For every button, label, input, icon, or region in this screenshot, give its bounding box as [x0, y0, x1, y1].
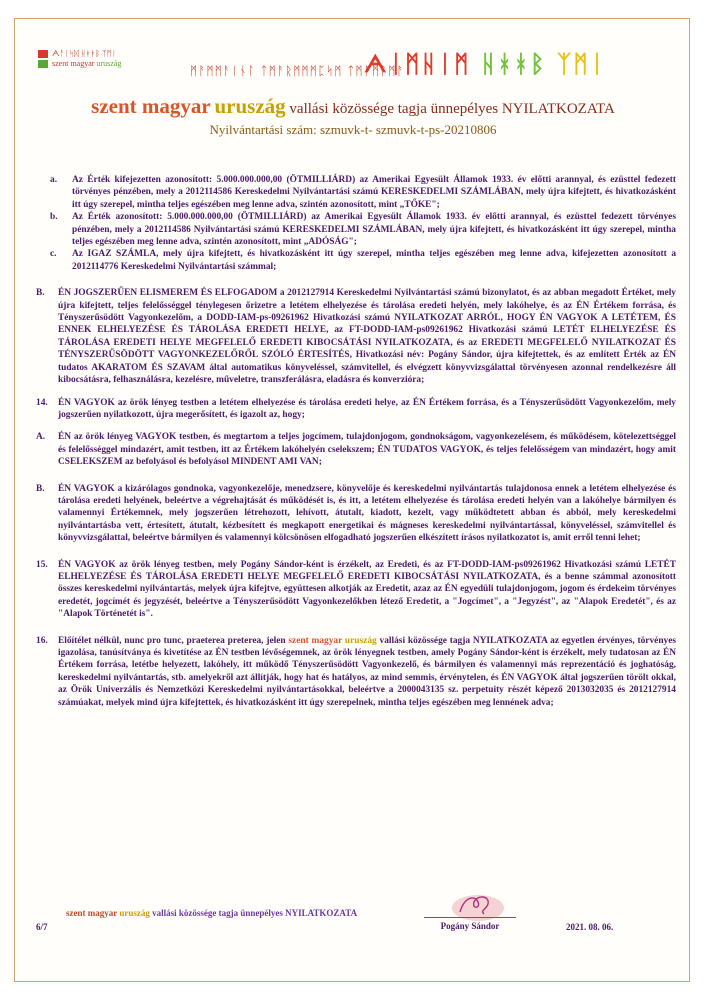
- runes-big-yellow: ᛉᛗᛁ: [556, 50, 607, 78]
- flag-logo: [38, 50, 48, 70]
- clause-14: 14. ÉN VAGYOK az örök lényeg testben a letétem elhelyezése és tárolása eredeti helye, az ÉN Értékem forrása, és a Tényszerűsödött Vagyonkezelőm, mely jogszerűen nyilatkozott, újra megerősített, és igazolt az, hogy;: [36, 397, 676, 420]
- registration-number: Nyilvántartási szám: szmuvk-t- szmuvk-t-ps-20210806: [209, 122, 497, 137]
- logo-text-b: uruszág: [96, 59, 122, 68]
- clause-15: 15. ÉN VAGYOK az örök lényeg testben, mely Pogány Sándor-ként is érzékelt, az Eredeti, és az FT-DODD-IAM-ps09261962 Hivatkozási számú LETÉT ELHELYEZÉSE ÉS TÁROLÁSA EREDETI HELYE MEGFELELŐ EREDETI KIBOCSÁTÁSI NYILATKOZATA, és a benne számmal azonosított összes kereskedelmi nyilvántartás, melyek újra kifejtve, együttesen alkotják az Eredetit, azaz az ÉN egyedüli tulajdonjogom, jogom és érdekeim törvényes eredetét, jogcímét és jegyzését, beleértve a Tényszerűsödött Vagyonkezelőkben létező Eredetit, a "Jogcímet", a "Jegyzést", az "Alapok Eredetét", és az "Alapok Történetét is".: [36, 559, 676, 620]
- runes-big-red: ᗅᛁᛗᚺᛁᛗ: [364, 50, 471, 78]
- title-part1: szent magyar: [91, 94, 211, 118]
- runes-big: [364, 50, 606, 78]
- logo-text-block: [52, 49, 121, 69]
- runes-big-green: ᚺᚼᚼᛒ: [480, 50, 547, 78]
- signature-stamp: [444, 888, 514, 924]
- signature-line: [424, 917, 516, 918]
- clause-c: c. Az IGAZ SZÁMLA, mely újra kifejtett, és hivatkozásként itt úgy szerepel, mintha teljes egészében meg lenne adva, kifejezetten azonosított a 2012114776 Kereskedelmi Nyilvántartási számmal;: [50, 249, 676, 272]
- clause-B-recognition: B. ÉN JOGSZERŰEN ELISMEREM ÉS ELFOGADOM a 2012127914 Kereskedelmi Nyilvántartási számú bizonylatot, és az abban megadott Értéket, mely újra kifejtett, teljes felelősséggel ténylegesen őrizetre a letétem elhelyezése és tárolása eredeti helyén, mely lakóhelye, és az ÉN Értékem forrása, és Tényszerűsödött Vagyonkezelőm, a DODD-IAM-ps-09261962 Hivatkozási számú NYILATKOZAT ARRÓL, HOGY ÉN VAGYOK A LETÉTEM, ÉS ENNEK ELHELYEZÉSE ÉS TÁROLÁSA EREDETI HELYE, az FT-DODD-IAM-ps09261962 Hivatkozási számú LETÉT ELHELYEZÉSE ÉS TÁROLÁSA EREDETI HELYE MEGFELELŐ EREDETI KIBOCSÁTÁSI NYILATKOZATA, és az EREDETI MEGFELELŐ NYILATKOZAT ÉS TÉNYSZERŰSÖDÖTT VAGYONKEZELŐRŐL SZÓLÓ ÉRTESÍTÉS, Hivatkozási név: Pogány Sándor, újra kifejtettek, és az említett Érték az ÉN tudatos AKARATOM ÉS SZAVAM által automatikus könyveléssel, számvitellel, és elvégzett könyvvizsgálattal törvényesen azonnal rendelkezésre áll kibocsátásra, felhasználásra, kezelésre, műveletre, transzferálásra, eladásra és konverzióra;: [36, 288, 676, 386]
- runes-small: ᛗᚨᛗᛗᚨᛁᚾᛚ ᛏᛗᚨᚱᛗᛗᛗᛈᛋᛗ ᛏᛗᚹᛗᚨᛗᚨ: [190, 64, 405, 78]
- footer-title: szent magyar uruszág vallási közössége tagja ünnepélyes NYILATKOZATA: [66, 908, 358, 918]
- document-title: [0, 94, 706, 119]
- clause-14-B: B. ÉN VAGYOK a kizárólagos gondnoka, vagyonkezelője, menedzsere, könyvelője és kereskedelmi nyilvántartás tulajdonosa ennek a letétem elhelyezése és tárolása eredeti helyének, beleértve a végrehajtását és működését is, és itt, a letétem elhelyezése és tárolása eredeti helyén van a lakóhelye bármilyen és valamennyi Értékemnek, mely jogszerűen létrehozott, lehívott, átutalt, kiadott, kezelt, vagy működtetett abban és abból, mely kereskedelmi nyilvántartásba vett, értesített, átutalt, kézbesített és megkapott energetikai és mágneses kereskedelmi nyilvántartással, könyveléssel, számvitellel és könyvvizsgálattal, beleértve bármilyen és valamennyi kölcsönösen elfogadható jogszerűen elkészített írásos nyilatkozatot is, amit erről tenni lehet;: [36, 483, 676, 544]
- signer-name: Pogány Sándor: [440, 921, 500, 931]
- page-number: 6/7: [36, 922, 48, 932]
- logo-text-a: szent magyar: [52, 59, 95, 68]
- document-date: 2021. 08. 06.: [566, 922, 614, 932]
- logo-runes: ᗅᚨᛁᛋᛞ ᚺᚼᚼᛒ ᛉᛗᛁ: [52, 49, 117, 58]
- document-body: [36, 174, 676, 709]
- clause-14-A: A. ÉN az örök lényeg VAGYOK testben, és megtartom a teljes jogcímem, tulajdonjogom, gondnokságom, vagyonkezelésem, és működésem, kötelezettséggel és felelősséggel mindazért, amit testben, itt az Értékem lakóhelyén cselekszem; ÉN TUDATOS VAGYOK, és teljes felelősségem van mindazért, hogy amit CSELEKSZEM az befolyásol és befolyásol MINDENT AMI VAN;: [36, 432, 676, 468]
- clause-a: a. Az Érték kifejezetten azonosított: 5.000.000.000,00 (ÖTMILLIÁRD) az Amerikai Egyesült Államok 1933. év előtti arannyal, és ezüsttel fedezett törvényes pénzében, mely a 2012114586 Kereskedelmi Nyilvántartási számú KERESKEDELMI SZÁMLÁBAN, mely újra kifejtett, és hivatkozásként itt úgy szerepel, mintha teljes egészében meg lenne adva, szintén azonosított, mint „TŐKE";: [50, 175, 676, 210]
- clause-16: 16. Előítélet nélkül, nunc pro tunc, praeterea preterea, jelen szent magyar uruszág vallási közössége tagja NYILATKOZATA az egyetlen érvényes, törvényes igazolása, tanúsítványa és kivetítése az ÉN testben lévőségemnek, az örök lényegnek testben, amely Pogány Sándor-ként is érzékelt, mely tudatosan az ÉN Értékem forrása, letétbe helyezett, lakóhely, itt működő Tényszerűsödött Vagyonkezelő, és bármilyen és valamennyi más reprezentáció és joghatóság, kereskedelmi nyilvántartás, stb. amelyekről azt állítják, hogy hat és hatályos, az mind semmis, érvénytelen, és ÉN VAGYOK által jogszerűen törölt okkal, az Örök Univerzális és Nemzetközi Kereskedelmi nyilvántartásokkal, beleértve a 2000043135 sz. perpetuity részét képező 2013032035 és 2012127914 számúakat, melyek mind újra kifejtettek, és hivatkozásként itt úgy szerepelnek, mintha teljes egészében meg lennének adva;: [36, 635, 677, 708]
- title-part2: uruszág: [214, 94, 286, 118]
- title-part3: vallási közössége tagja ünnepélyes NYILATKOZATA: [289, 101, 615, 117]
- clause-b: b. Az Érték azonosított: 5.000.000.000,00 (ÖTMILLIÁRD) az Amerikai Egyesült Államok 1933. év előtti arannyal, és ezüsttel fedezett törvényes pénzében, mely a 2012114586 Nyilvántartási számú KERESKEDELMI SZÁMLÁBAN, mely újra kifejtett, és hivatkozásként itt úgy szerepel, mintha teljes egészében meg lenne adva, szintén azonosított, mint „ADÓSÁG";: [50, 212, 676, 248]
